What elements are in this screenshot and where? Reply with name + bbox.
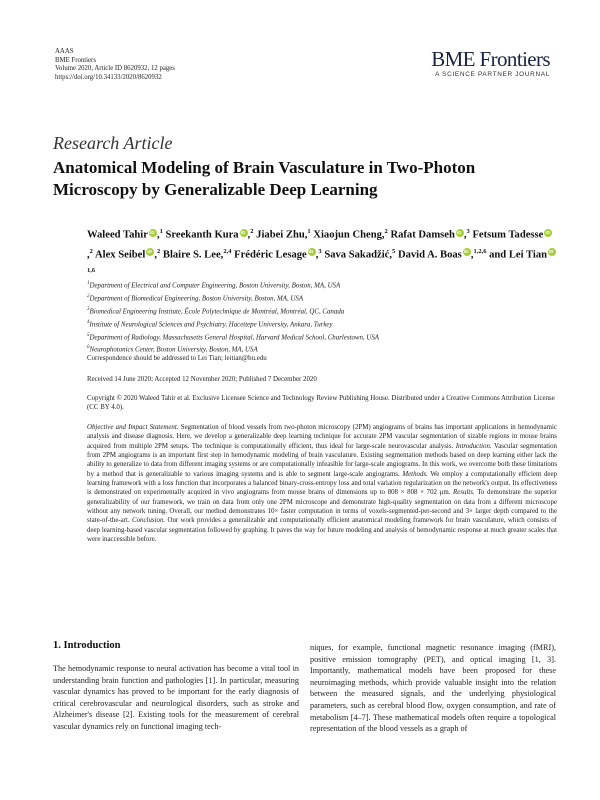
abstract-text: Segmentation of blood vessels from two-photon microscopy (2PM) angiograms of brains has important applications in hemodynamic analysis and disease diagnosis. Here, we develop a generalizable deep learning technique for accurate 2PM vascular segmentation of sizable regions in mouse brains acquired from multiple 2PM setups. The technique is computationally efficient, thus ideal for large-scale neurovascular analysis. bbox=[87, 424, 557, 450]
copyright-notice: Copyright © 2020 Waleed Tahir et al. Exclusive Licensee Science and Technology Review Publishing House. Distributed under a Creative Commons Attribution License (CC BY 4.0). bbox=[87, 395, 555, 412]
journal-title: BME Frontiers bbox=[431, 47, 550, 71]
author-affiliation-number: 1 bbox=[159, 228, 163, 235]
correspondence: Correspondence should be addressed to Lei Tian; leitian@bu.edu bbox=[87, 355, 267, 362]
article-title: Anatomical Modeling of Brain Vasculature in Two-Photon Microscopy by Generalizable Deep Learning bbox=[53, 158, 476, 199]
author-affiliation-number: 1,6 bbox=[87, 267, 96, 275]
author-name: Waleed Tahir bbox=[87, 229, 148, 241]
affiliation: $^3$Biomedical Engineering Institute, École Polytechnique de Montréal, Montréal, QC, Canada bbox=[87, 306, 345, 316]
author-list: Waleed TahiriD ,$^1$ Sreekanth KuraiD ,$^2$ Jiabei Zhu,$^1$ Xiaojun Cheng,$^2$ Rafat DamsehiD ,$^3$ Fetsum TadesseiD,$^2$ Alex SeibeliD ,$^2$ Blaire S. Lee,$^{2,4}$ Frédéric LesageiD ,$^3$ Sava Sakadžić,$^5$ David A. BoasiD ,$^{1,2,6}$ and Lei TianiD$^{1,6}$ bbox=[87, 224, 557, 283]
orcid-icon[interactable] bbox=[456, 229, 464, 237]
author-name: Xiaojun Cheng bbox=[313, 229, 382, 241]
abstract-text: Our work provides a generalizable and computationally efficient anatomical modeling framework for brain vasculature, which consists of deep learning-based vascular segmentation followed by graphing. It paves the way for future modeling and analysis of hemodynamic response at much greater scales that were inaccessible before. bbox=[87, 517, 557, 544]
affiliation: $^2$Department of Biomedical Engineering, Boston University, Boston, MA, USA bbox=[87, 293, 304, 303]
author-affiliation-number: 3 bbox=[466, 228, 470, 235]
author-affiliation-number: 2 bbox=[250, 228, 254, 235]
affiliation: $^4$Institute of Neurological Sciences and Psychiatry, Hacettepe University, Ankara, Turkey bbox=[87, 319, 333, 328]
abstract-label: Objective and Impact Statement. bbox=[87, 424, 179, 431]
abstract-label: Results. bbox=[453, 489, 475, 497]
affiliation-list bbox=[87, 279, 557, 356]
author-name: Blaire S. Lee bbox=[162, 249, 221, 261]
author-name: Fetsum Tadesse bbox=[472, 229, 544, 241]
orcid-icon[interactable] bbox=[146, 248, 154, 256]
abstract-text: Vascular segmentation from 2PM angiograms is an important first step in hemodynamic modeling of brain vasculature. Existing segmentation methods based on deep learning either lack the ability to generalize to data from different imaging systems or are computationally infeasible for large-scale angiograms. In this work, we overcome both these limitations by a method that is generalizable to various imaging systems and is able to segment large-scale angiograms. bbox=[87, 442, 557, 478]
meta-line: BME Frontiers bbox=[55, 56, 96, 64]
abstract-label: Conclusion. bbox=[132, 517, 166, 525]
author-name: Alex Seibel bbox=[94, 249, 146, 261]
author-affiliation-number: 2 bbox=[89, 247, 93, 255]
author-affiliation-number: 1 bbox=[307, 228, 311, 235]
orcid-icon[interactable] bbox=[308, 248, 316, 256]
orcid-icon[interactable] bbox=[463, 248, 471, 256]
orcid-icon[interactable] bbox=[240, 229, 248, 237]
orcid-icon[interactable] bbox=[149, 229, 157, 237]
abstract-text: To demonstrate the superior generalizability of our framework, we train on data from only one 2PM microscope and demonstrate high-quality segmentation on data from a different microscope without any network tuning. Overall, our method demonstrates 10× faster computation in terms of voxels-segmented-per-second and 3× larger depth compared to the state-of-the-art. bbox=[87, 489, 557, 525]
journal-subtitle: A SCIENCE PARTNER JOURNAL bbox=[435, 71, 550, 78]
abstract-label: Introduction. bbox=[455, 442, 492, 450]
meta-line: AAAS bbox=[55, 48, 74, 55]
author-name: Jiabei Zhu bbox=[256, 229, 305, 241]
author-name: Sava Sakadžić bbox=[324, 249, 390, 261]
abstract-label: Methods. bbox=[402, 470, 428, 478]
journal-logo bbox=[431, 48, 550, 78]
body-column-left: The hemodynamic response to neural activation has become a vital tool in understanding brain function and pathologies [1]. In particular, measuring vascular dynamics has proved to be important for the early diagnosis of critical cerebrovascular and neurological disorders, such as stroke and Alzheimer's disease [2]. Existing tools for the measurement of cerebral vascular dynamics rely on functional imaging tech- bbox=[53, 664, 299, 731]
doi-link[interactable]: https://doi.org/10.34133/2020/8620932 bbox=[55, 73, 162, 81]
author-affiliation-number: 2 bbox=[156, 247, 161, 255]
orcid-icon[interactable] bbox=[544, 229, 552, 237]
abstract-text: We employ a computationally efficient deep learning framework with a loss function that incorporates a balanced binary-cross-entropy loss and total variation regularization on the network's output. Its effectiveness is demonstrated on experimentally acquired in vivo angiograms from mouse brains of dimensions up to 808 × 808 × 702 μm. bbox=[87, 470, 557, 497]
author-affiliation-number: 2,4 bbox=[223, 247, 232, 255]
author-affiliation-number: 2 bbox=[384, 228, 388, 235]
body-column-right: niques, for example, functional magnetic resonance imaging (fMRI), positive emission tomography (PET), and optical imaging [1, 3]. Importantly, mathematical models have been proposed for these neuroimaging methods, which provide valuable insight into the relation between the measured signals, and the underlying physiological parameters, such as cerebral blood flow, oxygen consumption, and rate of metabolism [4–7]. These mathematical models often require a topological representation of the blood vessels as a graph of bbox=[310, 643, 556, 734]
article-meta bbox=[55, 48, 175, 82]
section-heading: 1. Introduction bbox=[53, 640, 121, 651]
publication-dates: Received 14 June 2020; Accepted 12 November 2020; Published 7 December 2020 bbox=[87, 376, 317, 383]
abstract bbox=[87, 423, 557, 544]
affiliation: $^5$Department of Radiology, Massachusetts General Hospital, Harvard Medical School, Charlestown, USA bbox=[87, 332, 380, 341]
meta-line: Volume 2020, Article ID 8620932, 12 pages bbox=[55, 65, 175, 73]
author-name: Lei Tian bbox=[508, 249, 548, 261]
affiliation: $^6$Neurophotonics Center, Boston University, Boston, MA, USA bbox=[87, 345, 258, 354]
orcid-icon[interactable] bbox=[548, 248, 556, 256]
author-affiliation-number: 5 bbox=[392, 247, 396, 255]
author-name: Frédéric Lesage bbox=[234, 249, 307, 261]
article-type: Research Article bbox=[53, 133, 173, 153]
author-name: Sreekanth Kura bbox=[165, 229, 239, 241]
author-affiliation-number: 3 bbox=[318, 247, 322, 255]
affiliation: $^1$Department of Electrical and Computer Engineering, Boston University, Boston, MA, USA bbox=[87, 281, 341, 290]
author-affiliation-number: 1,2,6 bbox=[473, 247, 487, 255]
author-name: David A. Boas bbox=[397, 249, 462, 261]
author-name: Rafat Damseh bbox=[390, 229, 455, 241]
